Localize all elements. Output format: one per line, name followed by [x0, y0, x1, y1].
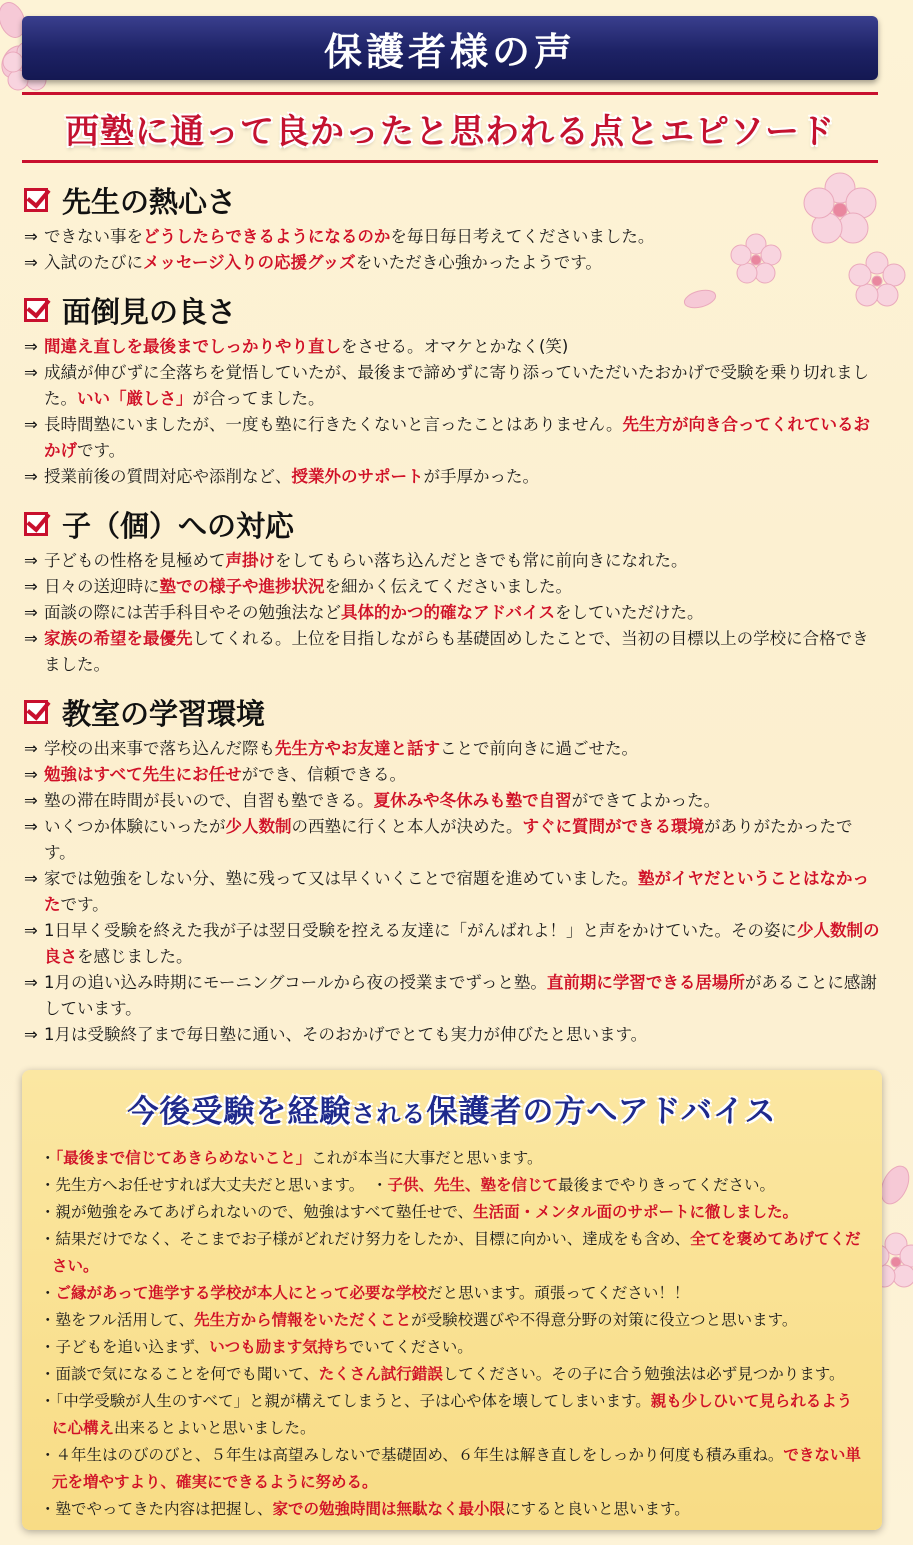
- voices-list: [24, 180, 884, 1062]
- body-text: だと思います。頑張ってください！！: [427, 1284, 690, 1302]
- body-text: ができてよかった。: [571, 791, 721, 810]
- body-text: 親が勉強をみてあげられないので、勉強はすべて塾任せで、: [55, 1203, 474, 1221]
- bullet-icon: ・: [40, 1365, 56, 1383]
- list-item: [24, 736, 884, 762]
- checkbox-icon: [24, 298, 48, 322]
- highlight-text: 親も少しひいて見られるように心構え: [52, 1392, 853, 1437]
- body-text: が受験校選びや不得意分野の対策に役立つと思います。: [411, 1311, 798, 1329]
- section: [24, 504, 884, 678]
- checkbox-icon: [24, 188, 48, 212]
- bullet-icon: ・: [40, 1311, 56, 1329]
- body-text: できない事を: [44, 227, 143, 246]
- body-text: 先生方へお任せすれば大丈夫だと思います。 ・: [55, 1176, 388, 1194]
- bullet-icon: ・: [40, 1203, 56, 1221]
- body-text: をしていただけた。: [555, 603, 704, 622]
- arrow-icon: ⇒: [24, 467, 38, 486]
- highlight-text: 少人数制の良さ: [44, 921, 880, 966]
- body-text: 成績が伸びずに全落ちを覚悟していたが、最後まで諦めずに寄り添っていただいたおかげで受験を乗り切れました。: [44, 363, 869, 408]
- body-text: ことで前向きに過ごせた。: [440, 739, 638, 758]
- list-item: [24, 814, 884, 866]
- body-text: をさせる。オマケとかなく(笑): [341, 337, 569, 356]
- arrow-icon: ⇒: [24, 629, 38, 648]
- arrow-icon: ⇒: [24, 765, 38, 784]
- bullet-icon: ・: [40, 1230, 56, 1248]
- arrow-icon: ⇒: [24, 337, 38, 356]
- arrow-icon: ⇒: [24, 869, 38, 888]
- body-text: です。: [77, 441, 126, 460]
- body-text: 子どもの性格を見極めて: [44, 551, 226, 570]
- body-text: が手厚かった。: [423, 467, 539, 486]
- body-text: 1月の追い込み時期にモーニングコールから夜の授業までずっと塾。: [44, 973, 547, 992]
- section-header: [24, 692, 884, 732]
- arrow-icon: ⇒: [24, 973, 38, 992]
- advice-item: [40, 1496, 864, 1523]
- body-text: 結果だけでなく、そこまでお子様がどれだけ努力をしたか、目標に向かい、達成をも含め、: [55, 1230, 691, 1248]
- body-text: を感じました。: [77, 947, 193, 966]
- list-item: [24, 626, 884, 678]
- highlight-text: いつも励ます気持ち: [209, 1338, 349, 1356]
- highlight-text: 授業外のサポート: [291, 467, 424, 486]
- highlight-text: できない単元を増やすより、確実にできるように努める。: [52, 1446, 861, 1491]
- highlight-text: 家族の希望を最優先: [44, 629, 193, 648]
- arrow-icon: ⇒: [24, 921, 38, 940]
- body-text: 1日早く受験を終えた我が子は翌日受験を控える友達に「がんばれよ！」と声をかけていた。その姿に: [44, 921, 797, 940]
- arrow-icon: ⇒: [24, 817, 38, 836]
- advice-item: [40, 1226, 864, 1280]
- advice-item: [40, 1145, 864, 1172]
- body-text: がありがたかったです。: [44, 817, 853, 862]
- body-text: これが本当に大事だと思います。: [311, 1149, 543, 1167]
- list-item: [24, 574, 884, 600]
- section-header: [24, 290, 884, 330]
- highlight-text: 具体的かつ的確なアドバイス: [341, 603, 556, 622]
- highlight-text: メッセージ入りの応援グッズ: [143, 253, 356, 272]
- checkbox-icon: [24, 700, 48, 724]
- body-text: 最後までやりきってください。: [558, 1176, 776, 1194]
- highlight-text: いい「厳しさ」: [77, 389, 193, 408]
- section: [24, 692, 884, 1048]
- highlight-text: 塾がイヤだということはなかった: [44, 869, 869, 914]
- advice-item: [40, 1334, 864, 1361]
- highlight-text: すぐに質問ができる環境: [522, 817, 704, 836]
- highlight-text: 先生方から情報をいただくこと: [194, 1311, 412, 1329]
- highlight-text: 直前期に学習できる居場所: [546, 973, 745, 992]
- body-text: でいてください。: [348, 1338, 473, 1356]
- body-text: が合ってました。: [192, 389, 325, 408]
- bullet-icon: ・: [40, 1176, 56, 1194]
- highlight-text: 夏休みや冬休みも塾で自習: [373, 791, 572, 810]
- arrow-icon: ⇒: [24, 415, 38, 434]
- body-text: をいただき心強かったようです。: [355, 253, 602, 272]
- section-title: 子（個）への対応: [62, 508, 295, 543]
- body-text: ができ、信頼できる。: [241, 765, 407, 784]
- section-title: 教室の学習環境: [62, 696, 266, 731]
- body-text: いくつか体験にいったが: [44, 817, 226, 836]
- body-text: の西塾に行くと本人が決めた。: [291, 817, 523, 836]
- advice-item: [40, 1442, 864, 1496]
- arrow-icon: ⇒: [24, 551, 38, 570]
- body-text: 塾をフル活用して、: [55, 1311, 195, 1329]
- body-text: 塾でやってきた内容は把握し、: [55, 1500, 273, 1518]
- list-item: [24, 334, 884, 360]
- advice-item: [40, 1199, 864, 1226]
- body-text: 入試のたびに: [44, 253, 143, 272]
- highlight-text: 家での勉強時間は無駄なく最小限: [272, 1500, 506, 1518]
- checkbox-icon: [24, 512, 48, 536]
- page-subtitle: 西塾に通って良かったと思われる点とエピソード: [65, 112, 835, 152]
- divider: [22, 92, 878, 95]
- body-text: 面談で気になることを何でも聞いて、: [55, 1365, 319, 1383]
- body-text: を細かく伝えてくださいました。: [324, 577, 572, 596]
- list-item: [24, 762, 884, 788]
- bullet-icon: ・: [40, 1500, 56, 1518]
- bullet-icon: ・: [40, 1446, 56, 1464]
- highlight-text: 生活面・メンタル面のサポートに徹しました。: [473, 1203, 798, 1221]
- body-text: があることに感謝しています。: [44, 973, 877, 1018]
- highlight-text: どうしたらできるようになるのか: [143, 227, 391, 246]
- highlight-text: 全てを褒めてあげてください。: [52, 1230, 861, 1275]
- highlight-text: 声掛け: [225, 551, 275, 570]
- body-text: 出来るとよいと思いました。: [114, 1419, 316, 1437]
- divider: [22, 160, 878, 163]
- arrow-icon: ⇒: [24, 1025, 38, 1044]
- advice-item: [40, 1307, 864, 1334]
- advice-list: [40, 1145, 864, 1523]
- list-item: [24, 788, 884, 814]
- body-text: です。: [60, 895, 109, 914]
- body-text: をしてもらい落ち込んだときでも常に前向きになれた。: [275, 551, 688, 570]
- body-text: 授業前後の質問対応や添削など、: [44, 467, 292, 486]
- advice-item: [40, 1280, 864, 1307]
- advice-title: 今後受験を経験される保護者の方へアドバイス: [127, 1094, 777, 1130]
- list-item: [24, 600, 884, 626]
- body-text: 1月は受験終了まで毎日塾に通い、そのおかげでとても実力が伸びたと思います。: [44, 1025, 648, 1044]
- bullet-icon: ・: [40, 1392, 56, 1410]
- arrow-icon: ⇒: [24, 791, 38, 810]
- bullet-icon: ・: [40, 1338, 56, 1356]
- list-item: [24, 918, 884, 970]
- body-text: 家では勉強をしない分、塾に残って又は早くいくことで宿題を進めていました。: [44, 869, 638, 888]
- body-text: 面談の際には苦手科目やその勉強法など: [44, 603, 341, 622]
- advice-item: [40, 1388, 864, 1442]
- list-item: [24, 970, 884, 1022]
- highlight-text: 先生方やお友達と話す: [275, 739, 440, 758]
- body-text: してくれる。上位を目指しながらも基礎固めしたことで、当初の目標以上の学校に合格できました。: [44, 629, 869, 674]
- body-text: 子どもを追い込まず、: [55, 1338, 210, 1356]
- list-item: [24, 866, 884, 918]
- advice-box: [22, 1070, 882, 1530]
- arrow-icon: ⇒: [24, 227, 38, 246]
- section: [24, 290, 884, 490]
- advice-item: [40, 1172, 864, 1199]
- list-item: [24, 548, 884, 574]
- body-text: ４年生はのびのびと、５年生は高望みしないで基礎固め、６年生は解き直しをしっかり何度も積み重ね。: [55, 1446, 784, 1464]
- highlight-text: たくさん試行錯誤: [318, 1365, 443, 1383]
- section: [24, 180, 884, 276]
- body-text: 「中学受験が人生のすべて」と親が構えてしまうと、子は心や体を壊してしまいます。: [55, 1392, 651, 1410]
- highlight-text: 少人数制: [225, 817, 292, 836]
- list-item: [24, 250, 884, 276]
- list-item: [24, 1022, 884, 1048]
- bullet-icon: ・: [40, 1284, 56, 1302]
- page-header: [22, 16, 878, 80]
- highlight-text: 先生方が向き合ってくれているおかげ: [44, 415, 870, 460]
- body-text: してください。その子に合う勉強法は必ず見つかります。: [442, 1365, 845, 1383]
- body-text: 日々の送迎時に: [44, 577, 160, 596]
- list-item: [24, 224, 884, 250]
- list-item: [24, 360, 884, 412]
- section-header: [24, 504, 884, 544]
- page-title: 保護者様の声: [323, 29, 576, 74]
- advice-item: [40, 1361, 864, 1388]
- highlight-text: 勉強はすべて先生にお任せ: [44, 765, 242, 784]
- section-title: 先生の熱心さ: [62, 184, 237, 219]
- section-header: [24, 180, 884, 220]
- highlight-text: ご縁があって進学する学校が本人にとって必要な学校: [55, 1284, 428, 1302]
- highlight-text: 塾での様子や進捗状況: [159, 577, 325, 596]
- body-text: 塾の滞在時間が長いので、自習も塾できる。: [44, 791, 374, 810]
- list-item: [24, 412, 884, 464]
- highlight-text: 子供、先生、塾を信じて: [387, 1176, 559, 1194]
- body-text: を毎日毎日考えてくださいました。: [390, 227, 655, 246]
- list-item: [24, 464, 884, 490]
- body-text: 学校の出来事で落ち込んだ際も: [44, 739, 275, 758]
- highlight-text: 「最後まで信じてあきらめないこと」: [55, 1149, 312, 1167]
- arrow-icon: ⇒: [24, 577, 38, 596]
- arrow-icon: ⇒: [24, 603, 38, 622]
- body-text: 長時間塾にいましたが、一度も塾に行きたくないと言ったことはありません。: [44, 415, 623, 434]
- highlight-text: 間違え直しを最後までしっかりやり直し: [44, 337, 341, 356]
- section-title: 面倒見の良さ: [62, 294, 237, 329]
- body-text: にすると良いと思います。: [505, 1500, 690, 1518]
- arrow-icon: ⇒: [24, 253, 38, 272]
- bullet-icon: ・: [40, 1149, 56, 1167]
- arrow-icon: ⇒: [24, 363, 38, 382]
- arrow-icon: ⇒: [24, 739, 38, 758]
